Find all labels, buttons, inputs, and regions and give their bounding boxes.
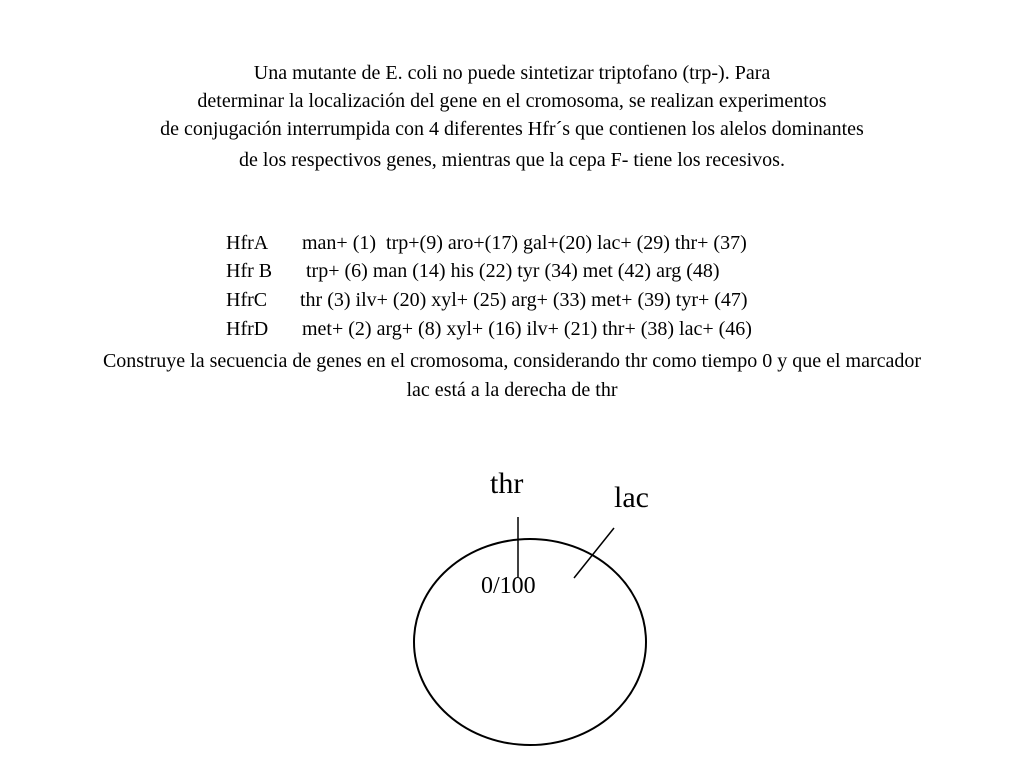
instruction-line-1: Construye la secuencia de genes en el cromosoma, considerando thr como tiempo 0 y que el marcador — [102, 350, 922, 372]
lac-label: lac — [614, 481, 649, 514]
intro-line-3: de conjugación interrumpida con 4 diferentes Hfr´s que contienen los alelos dominantes — [160, 118, 864, 140]
strain-markers: thr (3) ilv+ (20) xyl+ (25) arg+ (33) met+ (39) tyr+ (47) — [300, 289, 748, 311]
strain-name: HfrD — [226, 318, 269, 340]
instruction-line-2: lac está a la derecha de thr — [406, 379, 618, 401]
strain-name: Hfr B — [226, 260, 273, 282]
strain-markers: man+ (1) trp+(9) aro+(17) gal+(20) lac+ (29) thr+ (37) — [302, 232, 747, 254]
intro-line-1: Una mutante de E. coli no puede sintetizar triptofano (trp-). Para — [253, 62, 771, 84]
chromosome-circle — [414, 539, 646, 745]
lac-marker-line — [574, 528, 614, 578]
origin-label: 0/100 — [481, 573, 536, 599]
strain-markers: trp+ (6) man (14) his (22) tyr (34) met (42) arg (48) — [306, 260, 720, 282]
intro-line-4: de los respectivos genes, mientras que la cepa F- tiene los recesivos. — [239, 149, 785, 171]
strain-name: HfrC — [226, 289, 268, 311]
strain-name: HfrA — [226, 232, 269, 254]
strain-markers: met+ (2) arg+ (8) xyl+ (16) ilv+ (21) thr+ (38) lac+ (46) — [302, 318, 752, 340]
intro-line-2: determinar la localización del gene en el cromosoma, se realizan experimentos — [197, 90, 827, 112]
thr-label: thr — [490, 467, 524, 500]
